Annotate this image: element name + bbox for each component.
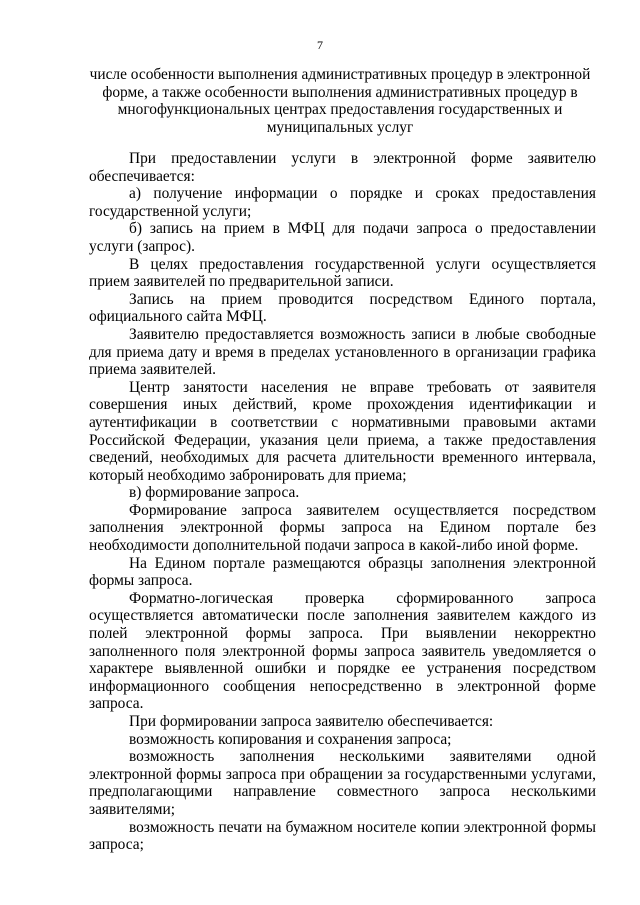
paragraph-multiple-applicants: возможность заполнения несколькими заявителями одной электронной формы запроса при обращении за государственными услугами, предполагающими направление совместного запроса несколькими заявителями; (89, 748, 596, 818)
paragraph-preliminary-record: В целях предоставления государственной услуги осуществляется прием заявителей по предварительной записи. (89, 255, 596, 291)
paragraph-item-b: б) запись на прием в МФЦ для подачи запроса о предоставлении услуги (запрос). (89, 220, 596, 255)
paragraph-format-check: Форматно-логическая проверка сформированного запроса осуществляется автоматически после заполнения заявителем каждого из полей электронной формы запроса. При выявлении некорректно заполненного поля электронной формы запроса заявитель уведомляется о характере выявленной ошибки и порядке ее устранения посредством информационного сообщения непосредственно в электронной форме запроса. (89, 589, 596, 713)
paragraph-employment-center: Центр занятости населения не вправе требовать от заявителя совершения иных действий, кроме прохождения идентификации и аутентификации в соответствии с нормативными правовыми актами Российской Федерации, указания цели приема, а также предоставления сведений, необходимых для расчета длительности временного интервала, который необходимо забронировать для приема; (89, 378, 596, 484)
paragraph-samples: На Едином портале размещаются образцы заполнения электронной формы запроса. (89, 554, 596, 590)
document-body (89, 150, 596, 854)
paragraph-copy-save: возможность копирования и сохранения запроса; (129, 730, 452, 748)
paragraph-print-copy: возможность печати на бумажном носителе копии электронной формы запроса; (89, 818, 596, 854)
paragraph-forming-provides: При формировании запроса заявителю обеспечивается: (129, 713, 494, 730)
paragraph-item-a: а) получение информации о порядке и сроках предоставления государственной услуги; (89, 185, 596, 220)
paragraph-record-time: Заявителю предоставляется возможность записи в любые свободные для приема дату и время в пределах установленного в организации графика приема заявителей. (89, 325, 596, 379)
paragraph-item-c: в) формирование запроса. (129, 484, 300, 502)
paragraph-record-channels: Запись на прием проводится посредством Единого портала, официального сайта МФЦ. (89, 290, 596, 326)
paragraph-request-forming: Формирование запроса заявителем осуществляется посредством заполнения электронной формы запроса на Едином портале без необходимости дополнительной подачи запроса в какой-либо иной форме. (89, 501, 596, 555)
page-number: 7 (317, 38, 323, 52)
paragraph-electronic-form-intro: При предоставлении услуги в электронной форме заявителю обеспечивается: (89, 150, 596, 185)
section-heading: числе особенности выполнения административных процедур в электронной форме, а также особенности выполнения административных процедур в многофункциональных центрах предоставления государственных и муниципальных услуг (89, 66, 591, 136)
